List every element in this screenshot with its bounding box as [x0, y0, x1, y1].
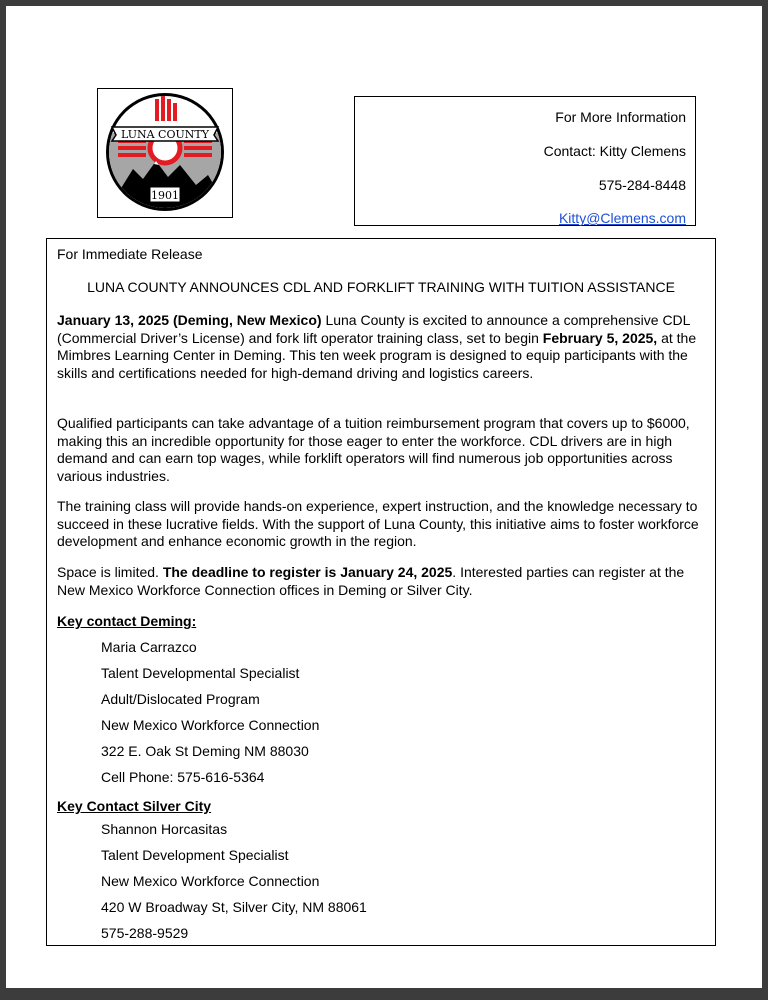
silver-city-contact-line: Talent Development Specialist: [101, 847, 289, 863]
announcement-text-a: Luna County is excited to announce a comprehensive CDL (Commercial Driver’s License) and fork lift operator training class, set to begin: [57, 312, 690, 346]
deming-contact-line: 322 E. Oak St Deming NM 88030: [101, 743, 309, 759]
announcement-text-b: at the Mimbres Learning Center in Deming. This ten week program is designed to equip participants with the skills and certifications needed for high-demand driving and logistics careers.: [57, 329, 697, 381]
paragraph-announcement: [57, 312, 703, 382]
silver-city-contact-line: 575-288-9529: [101, 925, 189, 941]
release-label: For Immediate Release: [57, 246, 203, 262]
start-date: February 5, 2025,: [542, 329, 658, 346]
contact-info-box: [354, 96, 696, 226]
silver-city-contact-heading: Key Contact Silver City: [57, 798, 212, 814]
silver-city-contact-line: 420 W Broadway St, Silver City, NM 88061: [101, 899, 367, 915]
release-headline: LUNA COUNTY ANNOUNCES CDL AND FORKLIFT TRAINING WITH TUITION ASSISTANCE: [87, 279, 675, 295]
paragraph-deadline: [57, 564, 703, 599]
luna-county-logo: [97, 88, 233, 218]
luna-county-seal-icon: [98, 89, 232, 217]
deadline-text-a: Space is limited.: [57, 564, 163, 580]
info-contact-name: Contact: Kitty Clemens: [543, 143, 686, 159]
silver-city-contact-line: New Mexico Workforce Connection: [101, 873, 320, 889]
logo-name-text: LUNA COUNTY: [121, 128, 209, 141]
deming-contact-line: New Mexico Workforce Connection: [101, 717, 320, 733]
paragraph-tuition: Qualified participants can take advantage of a tuition reimbursement program that covers up to $6000, making this an incredible opportunity for those eager to enter the workforce. CDL drivers are in high demand and can earn top wages, while forklift operators will find numerous job opportunities across various industries.: [57, 415, 690, 484]
info-phone: 575-284-8448: [598, 177, 686, 193]
info-email-link[interactable]: Kitty@Clemens.com: [558, 210, 686, 226]
info-heading: For More Information: [555, 109, 686, 125]
deming-contact-line: Cell Phone: 575-616-5364: [101, 769, 265, 785]
deming-contact-line: Maria Carrazco: [101, 639, 197, 655]
document-page: [6, 6, 762, 988]
deadline-date: The deadline to register is January 24, 2025: [162, 564, 453, 580]
silver-city-contact-line: Shannon Horcasitas: [101, 821, 228, 837]
deming-contact-line: Adult/Dislocated Program: [101, 691, 260, 707]
paragraph-training: The training class will provide hands-on experience, expert instruction, and the knowledge necessary to succeed in these lucrative fields. With the support of Luna County, this initiative aims to foster workforce development and enhance economic growth in the region.: [57, 498, 699, 549]
deadline-text-b: . Interested parties can register at the New Mexico Workforce Connection offices in Deming or Silver City.: [57, 564, 685, 598]
deming-contact-line: Talent Developmental Specialist: [101, 665, 300, 681]
press-release-box: [46, 238, 716, 946]
dateline: January 13, 2025 (Deming, New Mexico): [57, 312, 322, 328]
logo-year-text: 1901: [151, 189, 179, 202]
deming-contact-heading: Key contact Deming:: [57, 613, 197, 629]
